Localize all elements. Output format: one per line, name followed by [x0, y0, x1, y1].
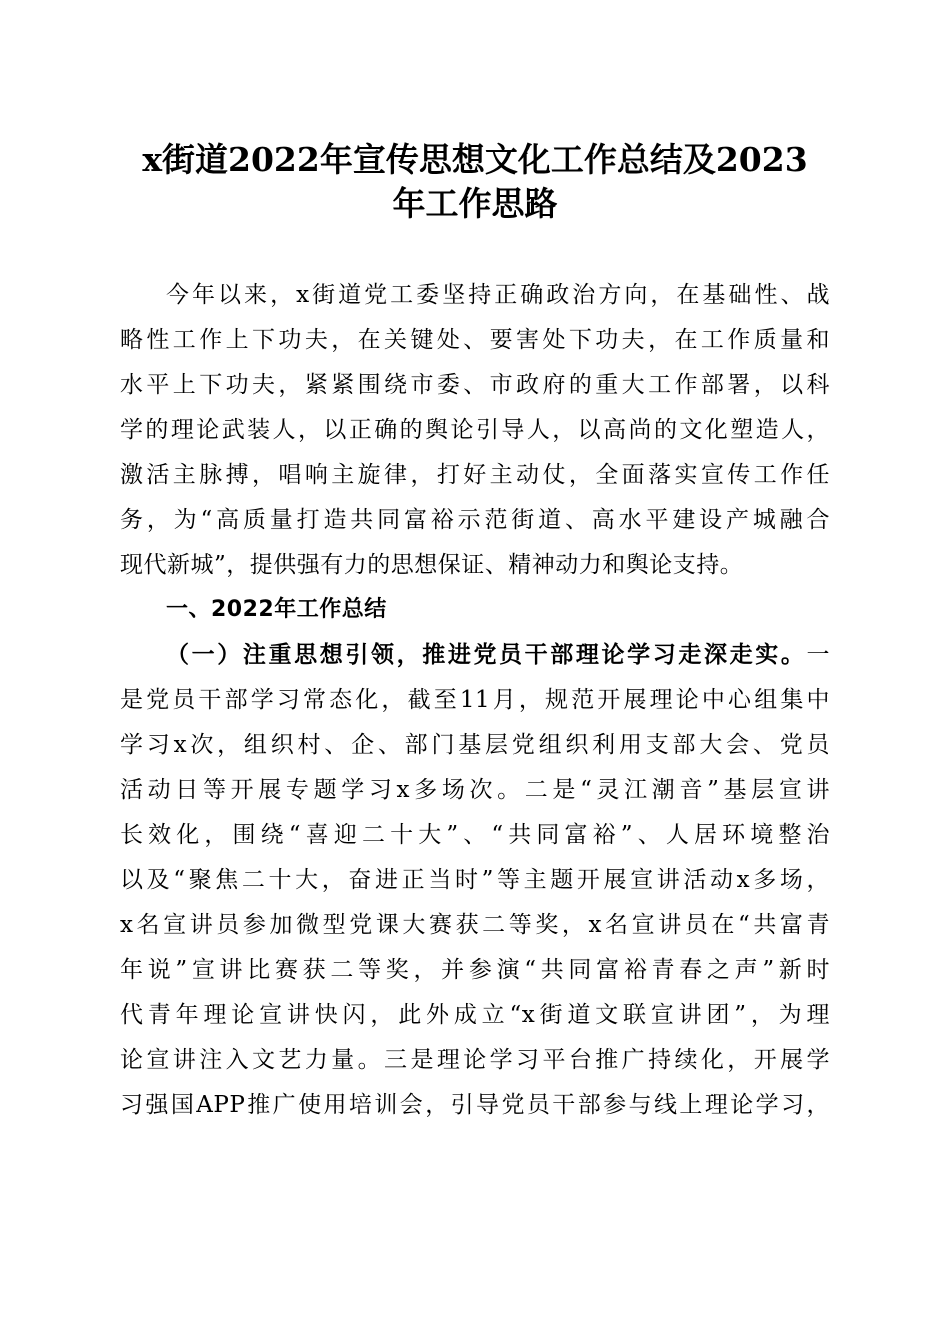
intro-paragraph-line: 水平上下功夫，紧紧围绕市委、市政府的重大工作部署，以科: [120, 372, 830, 398]
intro-paragraph-line: 现代新城”，提供强有力的思想保证、精神动力和舆论支持。: [120, 552, 744, 578]
body-paragraph-line: x名宣讲员参加微型党课大赛获二等奖，x名宣讲员在“共富青: [120, 912, 830, 938]
subsection-heading: （一）注重思想引领，推进党员干部理论学习走深走实。: [166, 641, 807, 668]
intro-paragraph-line: 学的理论武装人，以正确的舆论引导人，以高尚的文化塑造人，: [120, 417, 830, 443]
body-paragraph-line: 习强国APP推广使用培训会，引导党员干部参与线上理论学习，: [120, 1092, 830, 1118]
intro-paragraph-line: 略性工作上下功夫，在关键处、要害处下功夫，在工作质量和: [120, 327, 830, 353]
document-title-line-2: 年工作思路: [392, 184, 558, 223]
body-paragraph-line: 是党员干部学习常态化，截至11月，规范开展理论中心组集中: [120, 687, 830, 713]
subsection-lead-line: [166, 633, 830, 677]
body-paragraph-line: 学习x次，组织村、企、部门基层党组织利用支部大会、党员: [120, 732, 830, 758]
body-paragraph-line: 论宣讲注入文艺力量。三是理论学习平台推广持续化，开展学: [120, 1047, 830, 1073]
body-paragraph-line: 代青年理论宣讲快闪，此外成立“x街道文联宣讲团”，为理: [120, 1002, 830, 1028]
intro-paragraph-line: 激活主脉搏，唱响主旋律，打好主动仗，全面落实宣传工作任: [120, 462, 830, 488]
body-paragraph-line: 年说”宣讲比赛获二等奖，并参演“共同富裕青春之声”新时: [120, 957, 830, 983]
section-heading: 一、2022年工作总结: [166, 597, 387, 622]
intro-paragraph-line: 今年以来，x街道党工委坚持正确政治方向，在基础性、战: [166, 282, 830, 308]
body-paragraph-line: 活动日等开展专题学习x多场次。二是“灵江潮音”基层宣讲: [120, 777, 830, 803]
subsection-lead-tail: 一: [806, 642, 830, 668]
body-paragraph-line: 以及“聚焦二十大，奋进正当时”等主题开展宣讲活动x多场，: [120, 867, 830, 893]
document-title-line-1: x街道2022年宣传思想文化工作总结及2023: [142, 140, 808, 179]
body-paragraph-line: 长效化，围绕“喜迎二十大”、“共同富裕”、人居环境整治: [120, 822, 830, 848]
intro-paragraph-line: 务，为“高质量打造共同富裕示范街道、高水平建设产城融合: [120, 507, 830, 533]
